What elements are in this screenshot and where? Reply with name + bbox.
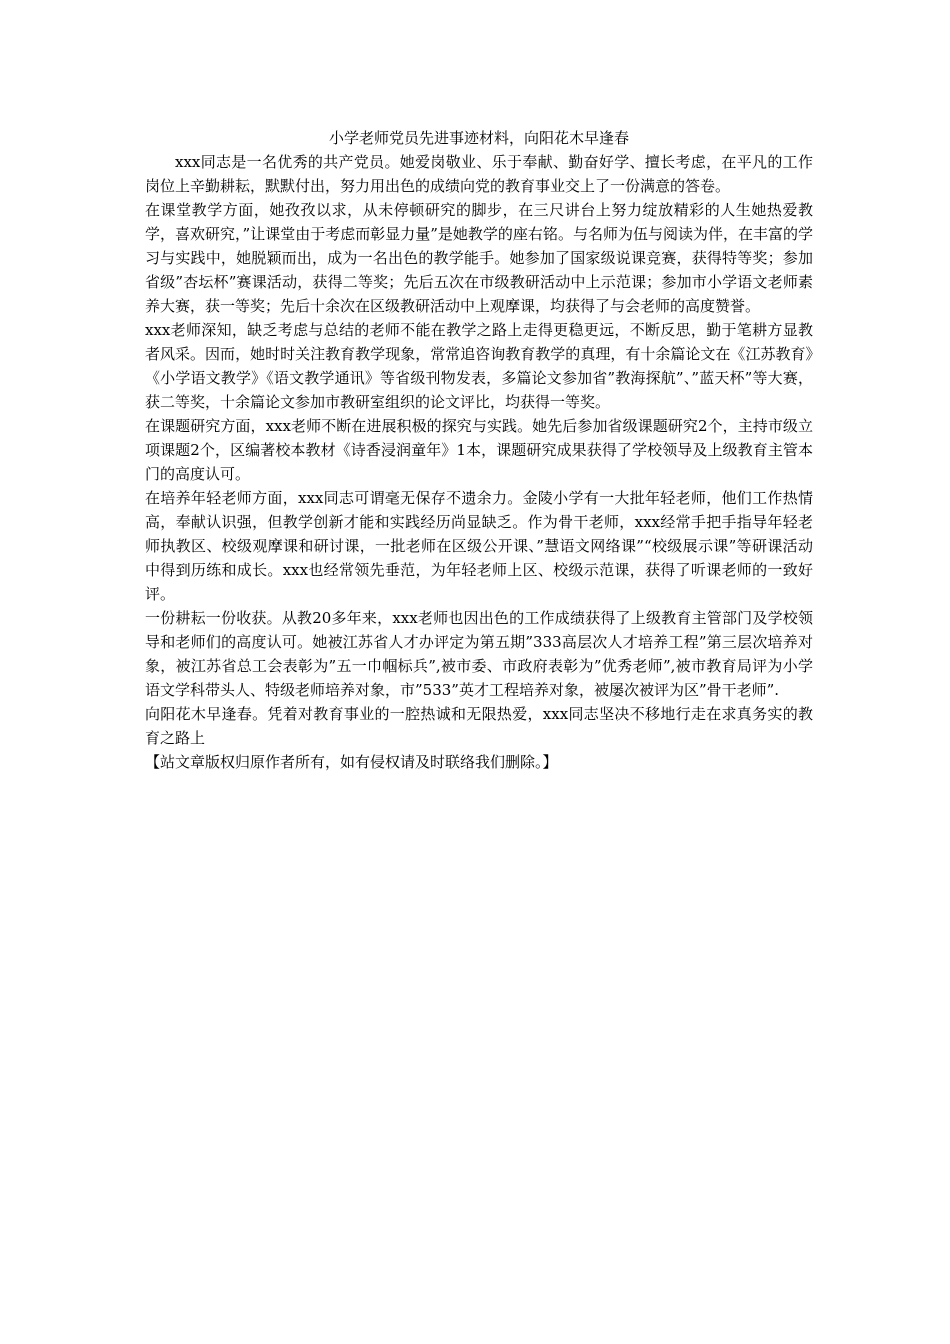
paragraph-research: 在课题研究方面，xxx老师不断在进展积极的探究与实践。她先后参加省级课题研究2个，主持市级立项课题2个，区编著校本教材《诗香浸润童年》1本，课题研究成果获得了学校领导及上级教育主管本门的高度认可。 bbox=[145, 417, 813, 483]
paragraph-intro: xxx同志是一名优秀的共产党员。她爱岗敬业、乐于奉献、勤奋好学、擅长考虑，在平凡的工作岗位上辛勤耕耘，默默付出，努力用出色的成绩向党的教育事业交上了一份满意的答卷。 bbox=[145, 153, 813, 195]
paragraph-mentoring: 在培养年轻老师方面，xxx同志可谓毫无保存不遗余力。金陵小学有一大批年轻老师，他们工作热情高，奉献认识强，但教学创新才能和实践经历尚显缺乏。作为骨干老师，xxx经常手把手指导年轻老师执教区、校级观摩课和研讨课，一批老师在区级公开课、”慧语文网络课”“校级展示课”等研课活动中得到历练和成长。xxx也经常领先垂范，为年轻老师上区、校级示范课，获得了听课老师的一致好评。 bbox=[145, 489, 813, 603]
document-title: 小学老师党员先进事迹材料，向阳花木早逢春 bbox=[328, 129, 629, 147]
document-page bbox=[145, 126, 813, 774]
paragraph-classroom-teaching: 在课堂教学方面，她孜孜以求，从未停顿研究的脚步，在三尺讲台上努力绽放精彩的人生她热爱教学，喜欢研究，”让课堂由于考虑而彰显力量”是她教学的座右铭。与名师为伍与阅读为伴，在丰富的学习与实践中，她脱颖而出，成为一名出色的教学能手。她参加了国家级说课竞赛，获得特等奖；参加省级”杏坛杯”赛课活动，获得二等奖；先后五次在市级教研活动中上示范课；参加市小学语文老师素养大赛，获一等奖；先后十余次在区级教研活动中上观摩课，均获得了与会老师的高度赞誉。 bbox=[145, 201, 813, 315]
paragraph-conclusion: 向阳花木早逢春。凭着对教育事业的一腔热诚和无限热爱，xxx同志坚决不移地行走在求真务实的教育之路上 bbox=[145, 705, 813, 747]
paragraph-reflection-writing: xxx老师深知，缺乏考虑与总结的老师不能在教学之路上走得更稳更远，不断反思，勤于笔耕方显教者风采。因而，她时时关注教育教学现象，常常追咨询教育教学的真理，有十余篇论文在《江苏教育》《小学语文教学》《语文教学通讯》等省级刊物发表，多篇论文参加省”教海探航”、”蓝天杯”等大赛，获二等奖，十余篇论文参加市教研室组织的论文评比，均获得一等奖。 bbox=[145, 321, 813, 411]
paragraph-honors: 一份耕耘一份收获。从教20多年来，xxx老师也因出色的工作成绩获得了上级教育主管部门及学校领导和老师们的高度认可。她被江苏省人才办评定为第五期”333高层次人才培养工程”第三层次培养对象，被江苏省总工会表彰为”五一巾帼标兵”,被市委、市政府表彰为”优秀老师”,被市教育局评为小学语文学科带头人、特级老师培养对象，市”533”英才工程培养对象，被屡次被评为区”骨干老师”. bbox=[145, 609, 813, 699]
copyright-note: 【站文章版权归原作者所有，如有侵权请及时联络我们删除。】 bbox=[145, 753, 558, 771]
